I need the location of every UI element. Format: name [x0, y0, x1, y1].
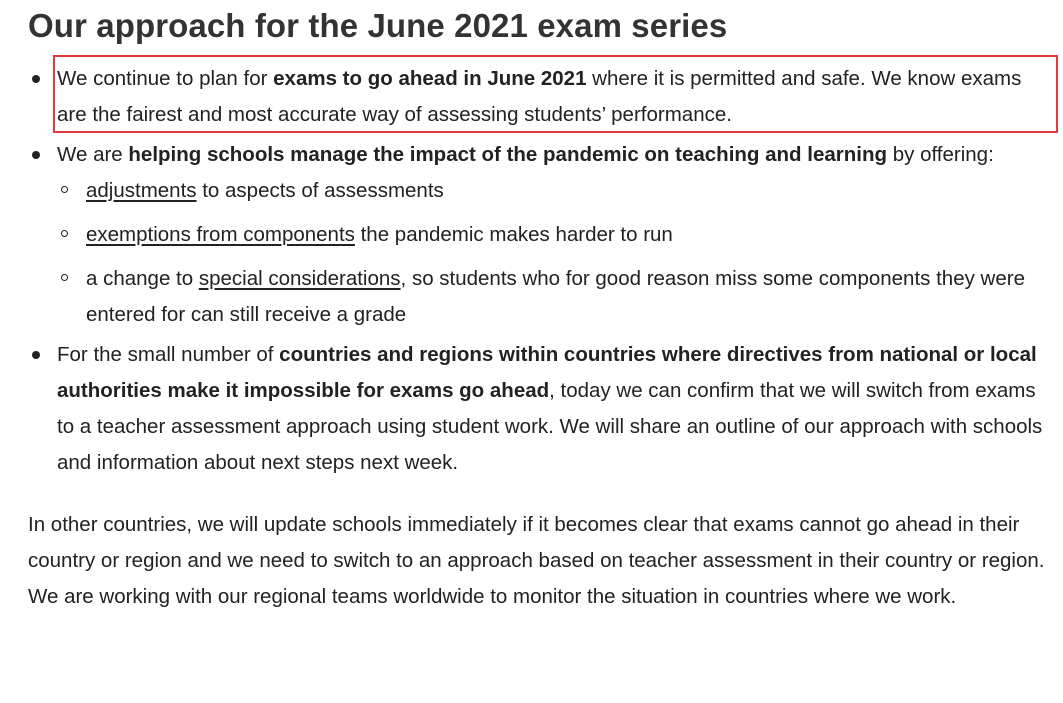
text: , so students who for good reason miss some components they were entered for can still receive a grade — [86, 267, 1025, 326]
bullet-icon — [32, 151, 40, 159]
circle-bullet-icon — [61, 186, 68, 193]
other-countries-paragraph: In other countries, we will update schools immediately if it becomes clear that exams cannot go ahead in their country or region and we need to switch to an approach based on teacher assessment in their country or region. We are working with our regional teams worldwide to monitor the situation in countries where we work. — [28, 513, 1045, 608]
circle-bullet-icon — [61, 274, 68, 281]
article — [28, 0, 1053, 615]
text: by offering: — [887, 143, 994, 166]
list-item-countries-regions — [28, 337, 1053, 481]
page-title: Our approach for the June 2021 exam series — [28, 7, 728, 44]
text: , today we can confirm that we will switch from exams to a teacher assessment approach using student work. We will share an outline of our approach with schools and information about next steps next week. — [57, 379, 1043, 474]
bold-text: exams to go ahead in June 2021 — [273, 67, 587, 90]
text: the pandemic makes harder to run — [354, 223, 673, 246]
special-considerations-link[interactable]: special considerations — [198, 267, 401, 290]
exemptions-link[interactable]: exemptions from components — [86, 223, 355, 246]
bullet-icon — [32, 351, 40, 359]
adjustments-link[interactable]: adjustments — [86, 179, 197, 202]
list-item-helping-schools — [28, 137, 1053, 333]
list-item-exams-ahead — [28, 61, 1053, 133]
text: We continue to plan for — [57, 67, 274, 90]
bullet-icon — [32, 75, 40, 83]
text: where it is permitted and safe. We know exams are the fairest and most accurate way of assessing students’ performance. — [57, 67, 1022, 126]
text: a change to — [86, 267, 199, 290]
text: We are — [57, 143, 129, 166]
bold-text: countries and regions within countries where directives from national or local authorities make it impossible for exams go ahead — [57, 343, 1037, 402]
text: For the small number of — [57, 343, 280, 366]
approach-list — [28, 61, 1053, 481]
circle-bullet-icon — [61, 230, 68, 237]
text: to aspects of assessments — [196, 179, 444, 202]
bold-text: helping schools manage the impact of the pandemic on teaching and learning — [128, 143, 888, 166]
offerings-list — [57, 173, 1053, 333]
sub-item-special-considerations — [57, 261, 1053, 333]
sub-item-exemptions — [57, 217, 1053, 253]
sub-item-adjustments — [57, 173, 1053, 209]
